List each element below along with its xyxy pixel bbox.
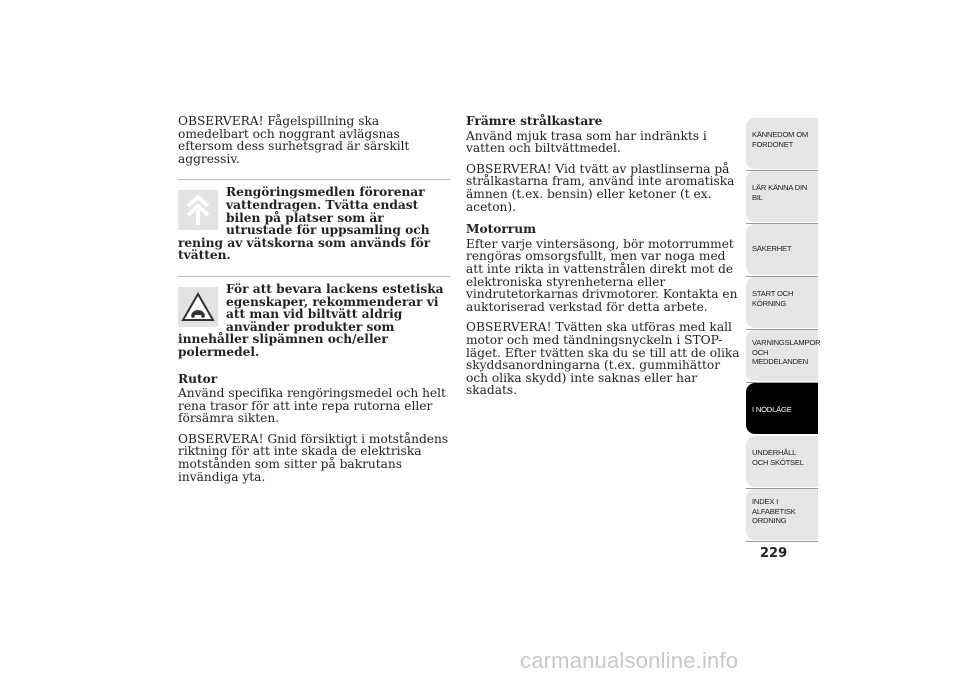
engine-bay-heading: Motorrum [466, 222, 536, 237]
left-column [178, 115, 450, 491]
tab-label: KÄNNEDOM OM FORDONET [752, 130, 809, 149]
headlights-paragraph-2: OBSERVERA! Vid tvätt av plastlinserna på strålkastarna fram, använd inte aromatiska ämnen (t.ex. bensin) eller ketoner (t ex. aceton). [466, 161, 735, 214]
environment-warning-text: Rengöringsmedlen förorenar vattendragen. Tvätta endast bilen på platser som är utrustade för uppsamling och rening av vätskorna som används för tvätten. [178, 185, 431, 263]
right-column [466, 115, 742, 405]
engine-bay-paragraph-2: OBSERVERA! Tvätten ska utföras med kall motor och med tändningsnyckeln i STOP-läget. Efter tvätten ska du se till att de olika skyddsanordningarna (t.ex. gummihättor och olika skydd) inte saknas eller har skadats. [466, 320, 740, 398]
bird-droppings-note: OBSERVERA! Fågelspillning ska omedelbart och noggrant avlägsnas eftersom dess surhetsgrad är särskilt aggressiv. [178, 114, 410, 166]
watermark: carmanualsonline.info [520, 648, 739, 673]
tab-label: VARNINGSLAMPOR OCH MEDDELANDEN [752, 338, 821, 366]
rutor-paragraph-1: Använd specifika rengöringsmedel och helt rena trasor för att inte repa rutorna eller försämra sikten. [178, 386, 446, 426]
tab-kannedom-om-fordonet[interactable] [746, 118, 818, 169]
engine-bay-paragraph-1: Efter varje vintersäsong, bör motorrummet rengöras omsorgsfullt, men var noga med att inte rikta in vattenstrålen direkt mot de elektroniska styrenheterna eller vindrutetorkarnas drivmotorer. Kontakta en auktoriserad verkstad för detta arbete. [466, 236, 738, 314]
headlights-heading: Främre strålkastare [466, 114, 603, 128]
paint-warning-text: För att bevara lackens estetiska egenskaper, rekommenderar vi att man vid biltvätt aldrig använder produkter som innehåller slipämnen och/eller polermedel. [178, 281, 444, 359]
tab-label: UNDERHÅLL OCH SKÖTSEL [752, 448, 804, 467]
environment-warning [178, 179, 450, 262]
tab-varningslampor-och-meddelanden[interactable] [746, 330, 821, 381]
car-paint-warning-icon [178, 287, 218, 327]
headlights-paragraph-1: Använd mjuk trasa som har indränkts i vatten och biltvättmedel. [466, 128, 707, 156]
tab-index-i-alfabetisk-ordning[interactable] [746, 489, 818, 540]
page-number: 229 [760, 546, 788, 561]
tab-label: I NÖDLÄGE [752, 405, 792, 414]
tab-i-nodlage[interactable] [746, 383, 818, 434]
rutor-heading: Rutor [178, 371, 218, 386]
chapter-tabs [746, 118, 821, 542]
tab-sakerhet[interactable] [746, 224, 818, 275]
rutor-paragraph-2: OBSERVERA! Gnid försiktigt i motståndens riktning för att inte skada de elektriska motstånden som sitter på bakrutans invändiga yta. [178, 431, 449, 484]
paint-warning [178, 276, 450, 359]
environment-chevron-icon [178, 190, 218, 230]
tab-label: INDEX I ALFABETISK ORDNING [752, 497, 796, 525]
tab-label: START OCH KÖRNING [752, 289, 794, 308]
tab-start-och-korning[interactable] [746, 277, 818, 328]
tab-label: LÄR KÄNNA DIN BIL [752, 183, 808, 202]
tab-underhall-och-skotsel[interactable] [746, 436, 818, 487]
tab-lar-kanna-din-bil[interactable] [746, 171, 818, 222]
tab-label: SÄKERHET [752, 244, 792, 253]
